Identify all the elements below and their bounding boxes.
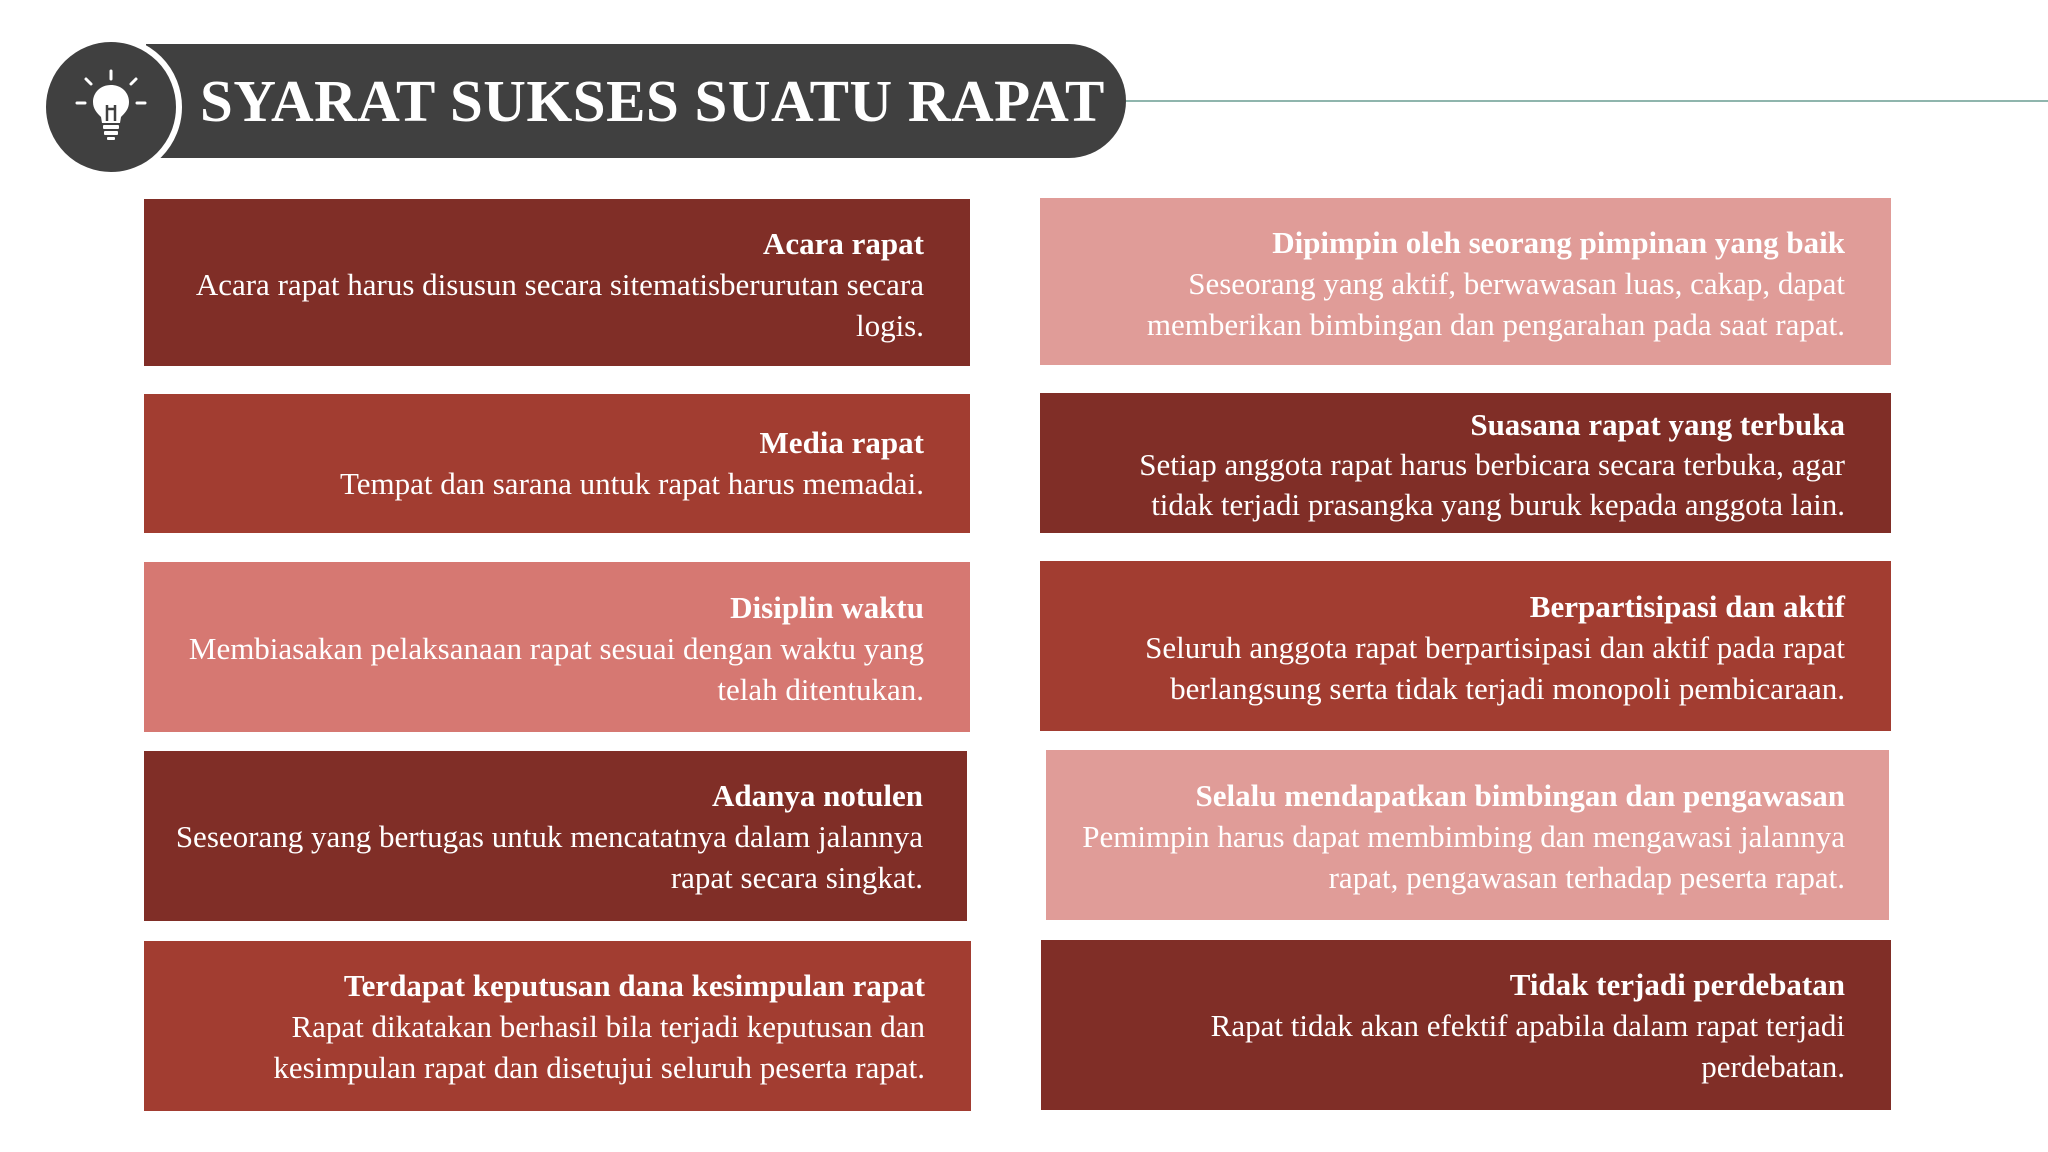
card-text: Seseorang yang aktif, berwawasan luas, cakap, dapat memberikan bimbingan dan pengarahan pada saat rapat. (1146, 266, 1845, 342)
card-text: Pemimpin harus dapat membimbing dan mengawasi jalannya rapat, pengawasan terhadap peserta rapat. (1082, 819, 1845, 895)
card-heading: Dipimpin oleh seorang pimpinan yang baik (1272, 225, 1845, 260)
card-heading: Acara rapat (763, 226, 924, 261)
card-text: Tempat dan sarana untuk rapat harus memadai. (339, 466, 924, 501)
icon-badge (40, 36, 182, 178)
header-divider-line (1126, 100, 2048, 102)
page-title: SYARAT SUKSES SUATU RAPAT (200, 68, 1105, 134)
card-text: Seseorang yang bertugas untuk mencatatnya dalam jalannya rapat secara singkat. (175, 819, 923, 895)
card-heading: Berpartisipasi dan aktif (1529, 589, 1845, 624)
card-adanya-notulen (144, 751, 967, 921)
card-heading: Adanya notulen (711, 778, 923, 813)
card-heading: Tidak terjadi perdebatan (1509, 967, 1845, 1002)
card-bimbingan-pengawasan (1046, 750, 1889, 920)
card-heading: Disiplin waktu (730, 590, 924, 625)
card-berpartisipasi-aktif (1040, 561, 1891, 731)
card-text: Rapat tidak akan efektif apabila dalam rapat terjadi perdebatan. (1210, 1008, 1845, 1084)
card-media-rapat (144, 394, 970, 533)
card-text: Rapat dikatakan berhasil bila terjadi keputusan dan kesimpulan rapat dan disetujui seluruh peserta rapat. (273, 1009, 925, 1085)
card-text: Setiap anggota rapat harus berbicara secara terbuka, agar tidak terjadi prasangka yang buruk kepada anggota lain. (1139, 447, 1845, 522)
card-keputusan-kesimpulan (144, 941, 971, 1111)
card-text: Seluruh anggota rapat berpartisipasi dan aktif pada rapat berlangsung serta tidak terjadi monopoli pembicaraan. (1145, 630, 1845, 706)
card-text: Membiasakan pelaksanaan rapat sesuai dengan waktu yang telah ditentukan. (188, 631, 924, 707)
card-acara-rapat (144, 199, 970, 366)
card-disiplin-waktu (144, 562, 970, 732)
card-tidak-perdebatan (1041, 940, 1891, 1110)
card-heading: Suasana rapat yang terbuka (1470, 407, 1845, 442)
card-heading: Selalu mendapatkan bimbingan dan pengawasan (1195, 778, 1845, 813)
card-dipimpin-pimpinan (1040, 198, 1891, 365)
card-heading: Terdapat keputusan dana kesimpulan rapat (343, 968, 925, 1003)
card-suasana-terbuka (1040, 393, 1891, 533)
card-text: Acara rapat harus disusun secara sitematisberurutan secara logis. (195, 267, 924, 343)
card-heading: Media rapat (759, 425, 924, 460)
lightbulb-icon (71, 67, 151, 147)
